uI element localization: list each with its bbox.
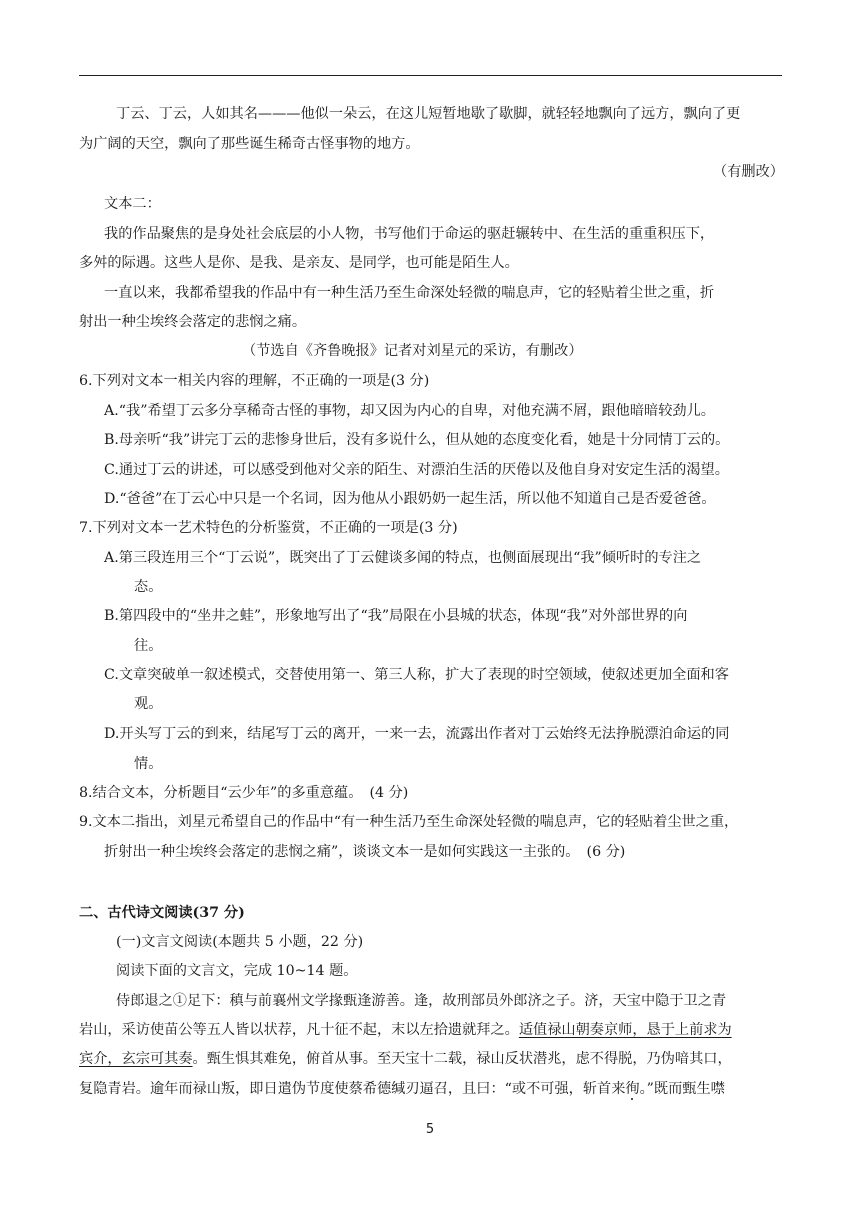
question-8: 8.结合文本，分析题目“云少年”的多重意蕴。 (4 分) (79, 785, 409, 801)
classical-text-segment: 复隐青岩。逾年而禄山叛，即日遣伪节度使蔡希德缄刃逼召，且曰：“或不可强，斩首来 (79, 1081, 626, 1097)
option-7a: A.第三段连用三个“丁云说”，既突出了丁云健谈多闻的特点，也侧面展现出“我”倾听时的专注之 (104, 550, 702, 566)
paragraph-line: 为广阔的天空，飘向了那些诞生稀奇古怪事物的地方。 (79, 136, 420, 152)
classical-text-line (79, 1049, 732, 1069)
option-6b: B.母亲听“我”讲完丁云的悲惨身世后，没有多说什么，但从她的态度变化看，她是十分同情丁云的。 (104, 432, 730, 448)
option-7b-cont: 往。 (134, 638, 163, 654)
option-7d: D.开头写丁云的到来，结尾写丁云的离开，一来一去，流露出作者对丁云始终无法挣脱漂泊命运的同 (104, 726, 730, 742)
classical-text-segment: 。甄生惧其难免，俯首从事。至天宝十二载，禄山反状潜兆，虑不得脱，乃伪喑其口， (192, 1051, 732, 1067)
option-7c-cont: 观。 (134, 696, 163, 712)
source-note: （节选自《齐鲁晚报》记者对刘星元的采访，有删改） (242, 343, 583, 359)
paragraph-line: 多舛的际遇。这些人是你、是我、是亲友、是同学，也可能是陌生人。 (79, 255, 519, 271)
instruction: 阅读下面的文言文，完成 10~14 题。 (116, 963, 358, 979)
option-7c: C.文章突破单一叙述模式，交替使用第一、第三人称，扩大了表现的时空领域，使叙述更加全面和客 (104, 667, 729, 683)
option-7b: B.第四段中的“坐井之蛙”，形象地写出了“我”局限在小县城的状态，体现“我”对外部世界的向 (104, 608, 688, 624)
classical-text-segment: 。”既而甄生噤 (639, 1081, 725, 1097)
classical-text-line (79, 1079, 725, 1099)
emphasis-dotted-char: 徇 (625, 1081, 640, 1097)
option-7a-cont: 态。 (134, 579, 163, 595)
classical-text-line: 侍郎退之①足下：稹与前襄州文学掾甄逢游善。逢，故刑部员外郎济之子。济，天宝中隐于卫之青 (116, 993, 727, 1009)
underlined-sentence: 宾介，玄宗可其奏 (79, 1051, 193, 1067)
subsection-heading: (一)文言文阅读(本题共 5 小题，22 分) (116, 934, 364, 950)
paragraph-line: 我的作品聚焦的是身处社会底层的小人物，书写他们于命运的驱赶辗转中、在生活的重重积压下， (104, 226, 715, 242)
underlined-sentence: 适值禄山朝奏京师，恳于上前求为 (518, 1022, 732, 1038)
option-7d-cont: 情。 (134, 756, 163, 772)
question-7: 7.下列对文本一艺术特色的分析鉴赏，不正确的一项是(3 分) (79, 520, 458, 536)
paragraph-line: 一直以来，我都希望我的作品中有一种生活乃至生命深处轻微的喘息声，它的轻贴着尘世之重，折 (104, 285, 715, 301)
classical-text-line (79, 1020, 732, 1040)
section-heading: 二、古代诗文阅读(37 分) (79, 905, 245, 921)
header-rule (79, 75, 782, 76)
paragraph-line: 丁云、丁云，人如其名———他似一朵云，在这儿短暂地歇了歇脚，就轻轻地飘向了远方，飘向了更 (116, 106, 741, 122)
text2-label: 文本二： (104, 196, 161, 212)
question-6: 6.下列对文本一相关内容的理解，不正确的一项是(3 分) (79, 373, 430, 389)
question-9: 9.文本二指出，刘星元希望自己的作品中“有一种生活乃至生命深处轻微的喘息声，它的轻贴着尘世之重， (79, 814, 739, 830)
revision-note: （有删改） (713, 164, 784, 180)
question-9-cont: 折射出一种尘埃终会落定的悲悯之痛”，谈谈文本一是如何实践这一主张的。 (6 分) (104, 844, 626, 860)
option-6c: C.通过丁云的讲述，可以感受到他对父亲的陌生、对漂泊生活的厌倦以及他自身对安定生活的渴望。 (104, 462, 729, 478)
option-6d: D.“爸爸”在丁云心中只是一个名词，因为他从小跟奶奶一起生活，所以他不知道自己是否爱爸爸。 (104, 491, 716, 507)
page-number: 5 (425, 1122, 435, 1137)
paragraph-line: 射出一种尘埃终会落定的悲悯之痛。 (79, 314, 307, 330)
option-6a: A.“我”希望丁云多分享稀奇古怪的事物，却又因为内心的自卑，对他充满不屑，跟他暗暗较劲儿。 (104, 403, 715, 419)
classical-text-segment: 岩山，采访使苗公等五人皆以状荐，凡十征不起，末以左拾遗就拜之。 (79, 1022, 519, 1038)
